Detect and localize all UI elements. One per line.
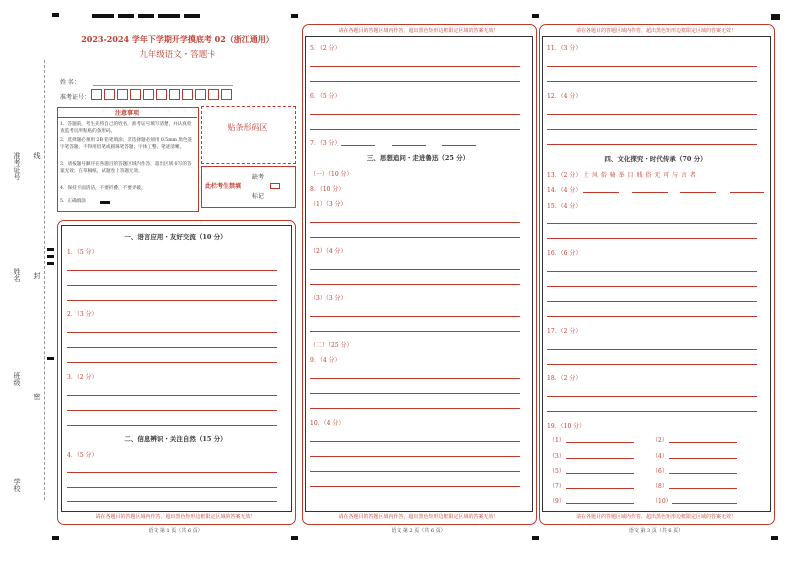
registration-mark (771, 14, 780, 20)
answer-line[interactable] (547, 286, 757, 287)
footer-page-1: 语文 第 1 页（共 6 页） (148, 528, 203, 534)
answer-line[interactable] (67, 332, 277, 333)
panel-3-top-warning: 请在各题目的答题区域内作答，超出黑色矩形边框限定区域的答案无效！ (575, 28, 736, 34)
absent-missing-label: 缺考 (252, 174, 265, 181)
answer-line[interactable] (730, 192, 764, 193)
section-4-heading: 四、文化探究・时代传承（70 分） (604, 155, 707, 163)
question-8-2-label: （2）（4 分） (310, 248, 347, 255)
barcode-label: 贴条形码区 (227, 123, 268, 132)
answer-line[interactable] (310, 269, 520, 270)
registration-mark (47, 248, 54, 251)
ticket-cell[interactable] (208, 89, 219, 100)
blank-line-4[interactable] (669, 458, 737, 459)
answer-line[interactable] (547, 81, 757, 82)
blank-line-9[interactable] (566, 503, 634, 504)
ticket-cell[interactable] (182, 89, 193, 100)
panel-1-warning: 请在各题目的答题区域内作答，超出黑色矩形边框限定区域的答案无效！ (95, 514, 256, 520)
answer-line[interactable] (310, 237, 520, 238)
name-label: 姓 名： (60, 79, 80, 86)
ticket-cell[interactable] (156, 89, 167, 100)
answer-line[interactable] (310, 471, 520, 472)
registration-mark (771, 536, 778, 540)
ticket-label: 准考证号： (60, 94, 91, 101)
page-title: 2023-2024 学年下学期开学摸底考 02（浙江通用） (81, 34, 274, 44)
blank-label-9: （9） (549, 498, 565, 505)
footer-page-2: 语文 第 2 页（共 6 页） (391, 528, 446, 534)
answer-line[interactable] (310, 456, 520, 457)
filled-bubble-sample (100, 201, 110, 204)
answer-line[interactable] (310, 393, 520, 394)
binding-seal-label: 封 (33, 272, 41, 279)
answer-line[interactable] (67, 410, 277, 411)
section-1-heading: 一、语言应用・友好交流（10 分） (124, 233, 227, 241)
answer-line[interactable] (547, 114, 757, 115)
question-3-label: 3．（2 分） (67, 374, 98, 381)
answer-line[interactable] (583, 192, 619, 193)
binding-class-label: 班级 (13, 372, 21, 386)
part-1-label: （一）（10 分） (310, 171, 353, 178)
question-4-label: 4．（5 分） (67, 452, 98, 459)
question-8-3-label: （3）（3 分） (310, 295, 347, 302)
footer-page-3: 语文 第 3 页（共 6 页） (628, 528, 684, 534)
notice-item-2: 2．选择题必须用 2B 铅笔填涂；非选择题必须用 0.5mm 黑色签字笔答题，不得用铅笔或圆珠笔答题；字体工整、笔迹清晰。 (60, 138, 193, 150)
section-3-heading: 三、思想追问・走进鲁迅（25 分） (366, 154, 470, 162)
section-2-heading: 二、信息辨识・关注自然（15 分） (124, 435, 227, 443)
blank-label-2: （2） (652, 437, 668, 444)
page-subtitle: 九年级语文・答题卡 (139, 50, 216, 60)
answer-line[interactable] (310, 114, 520, 115)
answer-line[interactable] (310, 316, 520, 317)
answer-line[interactable] (310, 408, 520, 409)
absent-mark-label: 标记 (252, 193, 265, 200)
ticket-cell[interactable] (169, 89, 180, 100)
absent-label: 此栏考生禁填 (205, 183, 242, 190)
answer-line[interactable] (442, 145, 476, 146)
binding-school-label: 学校 (13, 478, 21, 492)
blank-line-10[interactable] (672, 503, 737, 504)
answer-line[interactable] (67, 472, 277, 473)
answer-line[interactable] (547, 364, 757, 365)
answer-line[interactable] (67, 347, 277, 348)
registration-mark (532, 14, 539, 18)
answer-line[interactable] (547, 411, 757, 412)
question-8-label: 8．（10 分） (310, 186, 345, 193)
binding-line (44, 60, 45, 500)
question-7-label: 7．（3 分） (310, 140, 341, 147)
barcode-area (201, 106, 296, 164)
notice-item-3: 3．请按题号顺序在各题目的答题区域内作答，超出区域书写的答案无效；在草稿纸、试题卷上答题无效。 (60, 162, 192, 174)
registration-mark (52, 536, 59, 540)
notice-item-1: 1．答题前，考生先将自己的姓名，准考证号填写清楚，并认真检查监考员所粘贴的条形码。 (60, 122, 192, 134)
answer-line[interactable] (67, 362, 277, 363)
registration-mark (52, 13, 59, 17)
question-8-1-label: （1）（3 分） (310, 201, 347, 208)
answer-line[interactable] (67, 501, 277, 502)
part-2-label: （二）（25 分） (310, 342, 353, 349)
registration-mark (47, 357, 54, 360)
answer-line[interactable] (310, 222, 520, 223)
answer-line[interactable] (310, 486, 520, 487)
blank-line-7[interactable] (566, 488, 634, 489)
question-18-label: 18．（2 分） (547, 375, 582, 382)
answer-line[interactable] (341, 145, 375, 146)
question-14-label: 14．（4 分） (547, 187, 582, 194)
binding-line-label: 线 (33, 152, 41, 159)
answer-line[interactable] (547, 301, 757, 302)
blank-label-1: （1） (549, 437, 565, 444)
notice-item-4: 4．保持卡面清洁，不要折叠、不要弄破。 (60, 186, 146, 191)
question-17-label: 17．（2 分） (547, 328, 582, 335)
registration-mark (47, 255, 54, 258)
ticket-cell[interactable] (221, 89, 232, 100)
blank-line-3[interactable] (566, 458, 634, 459)
registration-mark (158, 14, 180, 18)
question-11-label: 11．（3 分） (547, 45, 582, 52)
blank-label-5: （5） (549, 468, 565, 475)
notice-item-5: 5．正确填涂 (60, 199, 86, 204)
blank-line-6[interactable] (669, 473, 737, 474)
answer-line[interactable] (67, 285, 277, 286)
registration-mark (92, 14, 114, 18)
answer-line[interactable] (547, 396, 757, 397)
binding-name-label: 姓名 (13, 268, 21, 282)
registration-mark (184, 14, 200, 18)
registration-mark (532, 536, 539, 540)
question-15-label: 15．（4 分） (547, 203, 582, 210)
registration-mark (291, 536, 298, 540)
registration-mark (138, 14, 154, 18)
answer-line[interactable] (547, 144, 757, 145)
answer-line[interactable] (67, 300, 277, 301)
registration-mark (118, 14, 134, 18)
question-5-label: 5．（2 分） (310, 45, 341, 52)
binding-secret-label: 密 (33, 393, 41, 400)
panel-2-top-warning: 请在各题目的答题区域内作答，超出黑色矩形边框限定区域的答案无效！ (338, 28, 499, 34)
answer-line[interactable] (310, 331, 520, 332)
panel-3-bottom-warning: 请在各题目的答题区域内作答，超出黑色矩形边框限定区域的答案无效！ (575, 514, 736, 520)
ticket-cell[interactable] (117, 89, 128, 100)
ticket-cell[interactable] (104, 89, 115, 100)
panel-2-bottom-warning: 请在各题目的答题区域内作答，超出黑色矩形边框限定区域的答案无效！ (338, 514, 499, 520)
question-6-label: 6．（5 分） (310, 93, 341, 100)
binding-ticket-label: 准考证号 (13, 152, 21, 180)
answer-line[interactable] (310, 441, 520, 442)
answer-line[interactable] (547, 129, 757, 130)
answer-line[interactable] (392, 145, 426, 146)
name-field[interactable] (93, 85, 233, 86)
answer-line[interactable] (67, 425, 277, 426)
answer-line[interactable] (67, 270, 277, 271)
answer-line[interactable] (547, 316, 757, 317)
question-12-label: 12．（4 分） (547, 93, 582, 100)
blank-label-4: （4） (652, 453, 668, 460)
answer-line[interactable] (310, 66, 520, 67)
ticket-cell[interactable] (91, 89, 102, 100)
registration-mark (47, 262, 54, 265)
blank-label-6: （6） (652, 468, 668, 475)
question-13-label: 13．（2 分） (547, 172, 582, 179)
answer-line[interactable] (67, 395, 277, 396)
answer-line[interactable] (67, 487, 277, 488)
answer-line[interactable] (632, 192, 668, 193)
answer-line[interactable] (547, 238, 757, 239)
question-2-label: 2．（3 分） (67, 311, 98, 318)
answer-line[interactable] (310, 81, 520, 82)
answer-line[interactable] (547, 223, 757, 224)
answer-line[interactable] (310, 284, 520, 285)
ticket-cell[interactable] (143, 89, 154, 100)
blank-label-8: （8） (652, 483, 668, 490)
blank-label-7: （7） (549, 483, 565, 490)
question-16-label: 16．（6 分） (547, 250, 582, 257)
answer-line[interactable] (310, 378, 520, 379)
ticket-cell[interactable] (130, 89, 141, 100)
answer-line[interactable] (547, 66, 757, 67)
answer-line[interactable] (680, 192, 716, 193)
blank-line-8[interactable] (669, 488, 737, 489)
question-10-label: 10．（4 分） (310, 420, 345, 427)
question-1-label: 1．（5 分） (67, 249, 98, 256)
blank-line-2[interactable] (669, 442, 737, 443)
answer-line[interactable] (547, 349, 757, 350)
answer-line[interactable] (310, 129, 520, 130)
notice-title: 注意事项 (57, 108, 197, 118)
blank-line-1[interactable] (566, 442, 634, 443)
answer-line[interactable] (547, 271, 757, 272)
blank-label-10: （10） (652, 498, 672, 505)
blank-line-5[interactable] (566, 473, 634, 474)
ticket-cell[interactable] (195, 89, 206, 100)
answer-region-1 (61, 225, 292, 512)
registration-mark (291, 14, 298, 18)
blank-label-3: （3） (549, 453, 565, 460)
question-13-chars: 土 风 俗 骑 举 目 贱 俗 无 可 与 言 者 (583, 172, 697, 179)
question-9-label: 9．（4 分） (310, 357, 341, 364)
question-19-label: 19．（10 分） (547, 423, 586, 430)
absent-checkbox[interactable] (270, 183, 280, 189)
